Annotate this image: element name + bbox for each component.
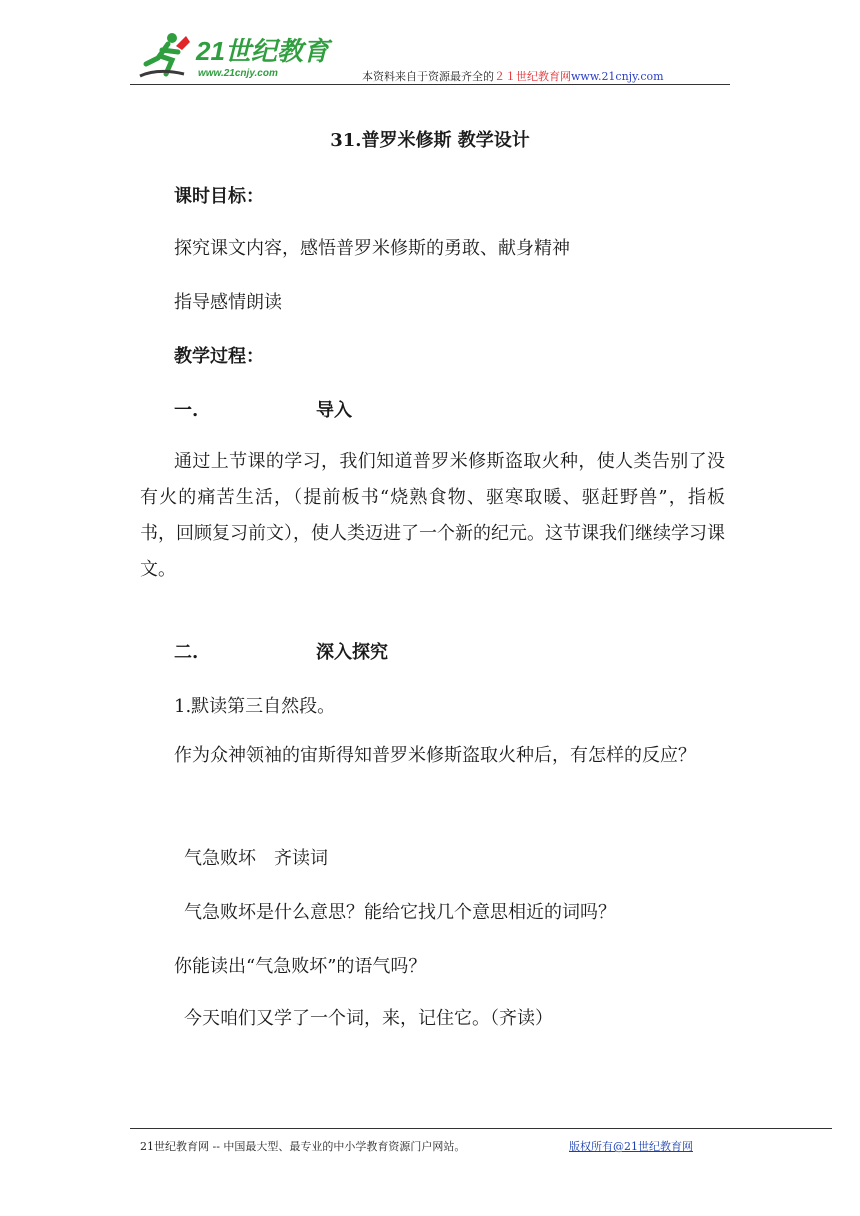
runner-icon [140, 33, 190, 76]
header-note [362, 68, 664, 84]
remember-line: 今天咱们又学了一个词，来，记住它。（齐读） [184, 1008, 553, 1029]
header-note-prefix: 本资料来自于资源最齐全的 [362, 70, 494, 83]
intro-paragraph: 通过上节课的学习，我们知道普罗米修斯盗取火种，使人类告别了没有火的痛苦生活，（提前板书“烧熟食物、驱寒取暖、驱赶野兽”，指板书，回顾复习前文），使人类迈进了一个新的纪元。这节课我们继续学习课文。 [140, 451, 725, 580]
header-note-site[interactable]: ２１世纪教育网 [494, 70, 571, 83]
section-2-title: 深入探究 [316, 642, 388, 663]
logo-url: www.21cnjy.com [198, 68, 278, 79]
question-paragraph: 作为众神领袖的宙斯得知普罗米修斯盗取火种后，有怎样的反应？ [174, 745, 696, 766]
footer-site-description: 21世纪教育网 -- 中国最大型、最专业的中小学教育资源门户网站。 [140, 1140, 466, 1153]
reading-question: 你能读出“气急败坏”的语气吗？ [174, 956, 427, 977]
footer-copyright-link[interactable]: 版权所有@21世纪教育网 [569, 1140, 693, 1153]
process-heading: 教学过程： [174, 346, 264, 367]
word-line: 气急败坏 齐读词 [184, 848, 328, 869]
goal-item-2: 指导感情朗读 [174, 292, 282, 313]
section-2-number: 二. [174, 642, 199, 663]
meaning-question: 气急败坏是什么意思？能给它找几个意思相近的词吗？ [184, 902, 616, 923]
step-1: 1.默读第三自然段。 [174, 696, 336, 717]
header-note-url[interactable]: www.21cnjy.com [571, 70, 664, 83]
logo-text: 21世纪教育 [196, 36, 329, 66]
section-1-number: 一. [174, 400, 199, 421]
goal-item-1: 探究课文内容，感悟普罗米修斯的勇敢、献身精神 [174, 238, 570, 259]
header-divider [130, 84, 730, 85]
site-logo [138, 30, 338, 82]
goal-heading: 课时目标： [174, 186, 264, 207]
document-title: 31.普罗米修斯 教学设计 [330, 130, 530, 151]
section-1-title: 导入 [316, 400, 352, 421]
footer-divider [130, 1128, 832, 1129]
